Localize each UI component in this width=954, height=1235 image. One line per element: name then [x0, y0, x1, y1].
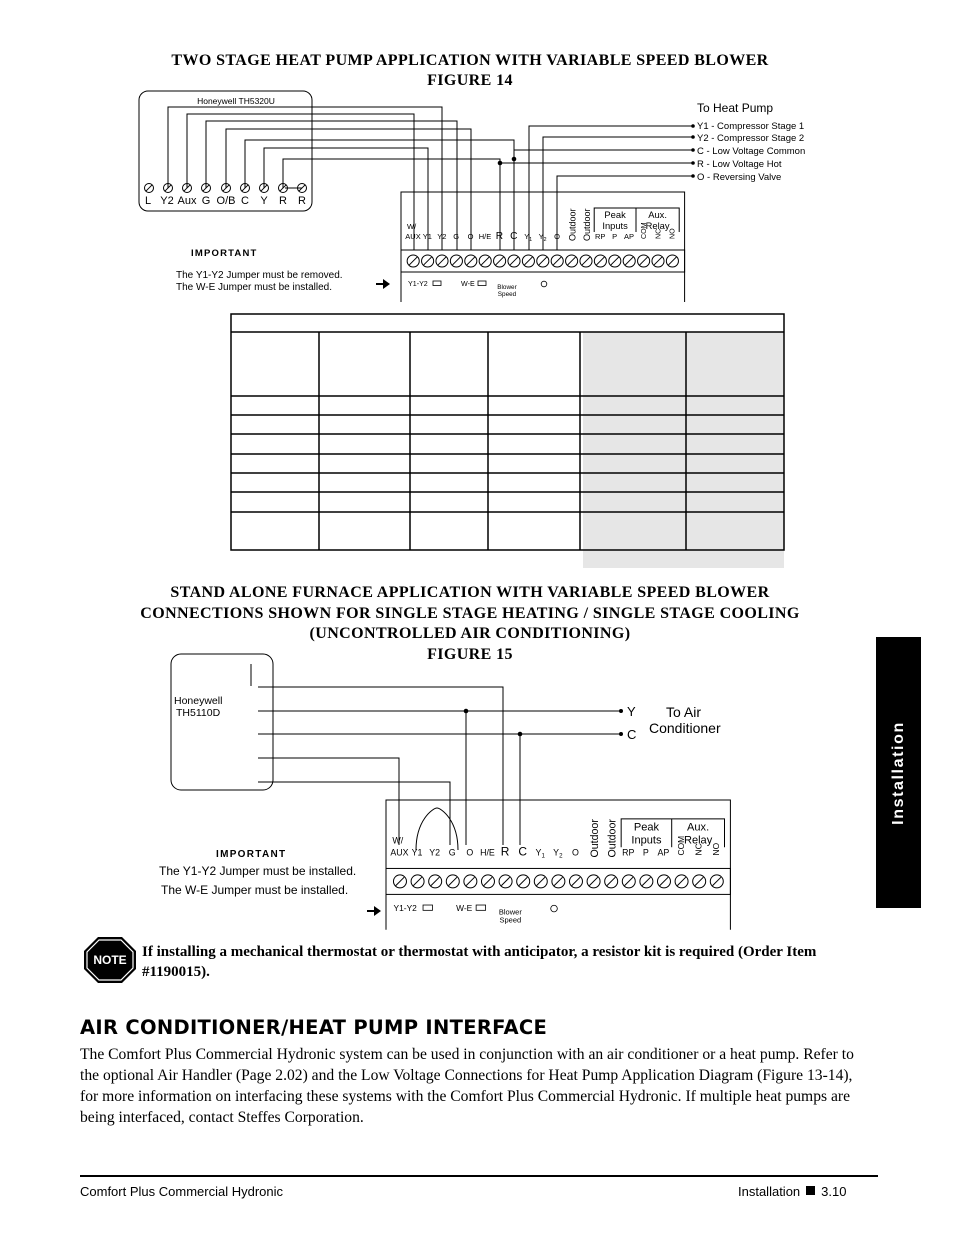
side-tab [876, 637, 921, 908]
aux-relay-label: Relay [683, 834, 713, 847]
terminal-screw [494, 255, 506, 267]
fig14-thermostat-terminal: L [144, 195, 152, 207]
board-terminal-label: Y2 [429, 847, 441, 858]
board-terminal-label: R [500, 844, 510, 859]
board-terminal-label: Y2 [437, 232, 447, 241]
terminal-screw [464, 875, 477, 888]
terminal-screw [569, 875, 582, 888]
board-terminal-label: COM [639, 222, 648, 239]
board-terminal-label: H/E [480, 847, 495, 858]
aux-relay-label: Relay [645, 221, 670, 231]
board-terminal-label: P [642, 847, 649, 858]
fig15-important: IMPORTANT [216, 849, 287, 860]
board-outdoor-label: Outdoor [588, 819, 601, 858]
terminal-screw [710, 875, 723, 888]
footer-rule [80, 1175, 878, 1177]
ac-terminal-y: Y [627, 704, 636, 719]
fig15-to-ac-2: Conditioner [649, 720, 721, 736]
fig14-note-2: The W-E Jumper must be installed. [176, 282, 332, 293]
fig15-note-1: The Y1-Y2 Jumper must be installed. [159, 864, 357, 878]
jumper-we-label: W-E [461, 280, 475, 288]
footer-page-number: 3.10 [821, 1184, 847, 1199]
board-terminal-label: $Y_1$ [535, 847, 545, 860]
board-terminal-label: H/E [478, 232, 492, 241]
fig15-heading-1: STAND ALONE FURNACE APPLICATION WITH VARIABLE SPEED BLOWER [170, 584, 770, 601]
board-terminal-label: COM [675, 835, 686, 856]
footer-title: Comfort Plus Commercial Hydronic [80, 1184, 283, 1199]
terminal-screw [551, 255, 563, 267]
svg-text:NOTE: NOTE [93, 953, 127, 967]
board-terminal-label: Y1 [411, 847, 423, 858]
jumper-y1y2-label: Y1-Y2 [393, 902, 417, 913]
fig15-wires [251, 664, 620, 850]
footer-section: Installation [738, 1184, 801, 1199]
board-terminal-label: RP [594, 232, 606, 241]
fig14-thermostat-terminal: R [298, 195, 306, 207]
board-terminal-label: $Y_2$ [553, 847, 563, 860]
aux-relay-label: Aux. [648, 210, 667, 220]
fig15-to-ac-1: To Air [666, 704, 702, 720]
board-outdoor-label: Outdoor [567, 208, 578, 241]
fig14-thermostat-terminal: G [201, 195, 211, 207]
blower-speed-label: Blower [497, 284, 517, 291]
terminal-screw [517, 875, 530, 888]
board-terminal-label: AP [623, 232, 635, 241]
board-terminal-label: RP [622, 847, 635, 858]
hp-label-y2: Y2 - Compressor Stage 2 [697, 133, 805, 144]
board-terminal-label: AUX [405, 232, 421, 241]
jumper-we-icon [476, 905, 485, 910]
fig14-thermostat-terminal: O/B [216, 195, 236, 207]
fig14-thermostat-terminal: Aux [177, 195, 197, 207]
fig14-arrow-icon [376, 279, 390, 289]
board-terminal-label: O [466, 847, 474, 858]
fig15-thermostat [171, 654, 273, 790]
terminal-screw [481, 875, 494, 888]
terminal-screw [537, 255, 549, 267]
jumper-y1y2-label: Y1-Y2 [408, 280, 428, 288]
blower-speed-label: Blower [498, 907, 522, 917]
board-outdoor-label: Outdoor [581, 208, 592, 241]
side-tab-label: Installation [889, 720, 907, 825]
fig14-thermostat-terminal: R [279, 195, 287, 207]
fig15-model-2: TH5110D [176, 707, 221, 719]
terminal-screw [407, 255, 419, 267]
board-terminal-label: G [453, 232, 460, 241]
board-terminal-label: O [571, 847, 579, 858]
terminal-screw [580, 255, 592, 267]
fig14-note-1: The Y1-Y2 Jumper must be removed. [176, 270, 343, 281]
terminal-screw [508, 255, 520, 267]
fig15-arrow-icon [367, 906, 381, 916]
terminal-screw [522, 255, 534, 267]
terminal-screw [436, 255, 448, 267]
blower-speed-label: Speed [499, 915, 522, 925]
blower-speed-led [541, 281, 547, 287]
blower-speed-led [551, 905, 558, 912]
terminal-screw [652, 255, 664, 267]
wiring-table [231, 314, 784, 568]
note-text: If installing a mechanical thermostat or thermostat with anticipator, a resistor kit is required (Order Item #1190015). [142, 944, 817, 980]
fig15-model-1: Honeywell [174, 695, 223, 707]
jumper-we-label: W-E [456, 902, 473, 913]
board-terminal-label: NC [654, 228, 663, 239]
board-w-label: W/ [392, 835, 404, 846]
board-terminal-label: AUX [390, 847, 409, 858]
terminal-screw [552, 875, 565, 888]
blower-speed-label: Speed [497, 291, 517, 298]
hp-label-r: R - Low Voltage Hot [697, 159, 782, 170]
board-terminal-label: Y1 [422, 232, 432, 241]
fig15-heading-2: CONNECTIONS SHOWN FOR SINGLE STAGE HEATING / SINGLE STAGE COOLING [140, 605, 800, 622]
board-terminal-label: O [554, 232, 560, 241]
terminal-screw [587, 875, 600, 888]
fig14-thermostat-terminal: Y2 [160, 195, 174, 207]
terminal-screw [675, 875, 688, 888]
terminal-screw [638, 255, 650, 267]
fig14-thermostat-model: Honeywell TH5320U [197, 96, 275, 106]
ac-terminal-c: C [627, 727, 637, 742]
terminal-screw [393, 875, 406, 888]
jumper-y1y2-icon [433, 281, 441, 286]
board-terminal-label: C [518, 844, 527, 859]
section-title: AIR CONDITIONER/HEAT PUMP INTERFACE [80, 1016, 548, 1039]
terminal-screw [411, 875, 424, 888]
board-terminal-label: NO [711, 842, 722, 856]
hp-label-y1: Y1 - Compressor Stage 1 [697, 121, 805, 132]
board-terminal-label: $Y_2$ [538, 232, 547, 243]
board-terminal-label: $Y_1$ [524, 232, 533, 243]
fig14-heading: TWO STAGE HEAT PUMP APPLICATION WITH VARIABLE SPEED BLOWER [171, 52, 769, 69]
terminal-screw [429, 875, 442, 888]
fig14-thermostat-terminal: C [241, 195, 249, 207]
peak-inputs-label: Peak [604, 210, 626, 220]
fig14-to-heat-pump: To Heat Pump [697, 101, 774, 115]
terminal-screw [566, 255, 578, 267]
hp-label-o: O - Reversing Valve [697, 172, 782, 183]
board-terminal-label: NC [693, 843, 704, 856]
peak-inputs-label: Inputs [602, 221, 628, 231]
terminal-screw [623, 255, 635, 267]
board-terminal-label: R [495, 231, 504, 242]
square-bullet-icon [806, 1186, 815, 1195]
fig15-note-2: The W-E Jumper must be installed. [161, 883, 349, 897]
fig15-heading-3: (UNCONTROLLED AIR CONDITIONING) [309, 625, 631, 642]
jumper-we-icon [478, 281, 486, 286]
board-terminal-label: C [510, 231, 518, 242]
terminal-screw [499, 875, 512, 888]
terminal-screw [534, 875, 547, 888]
fig14-important: IMPORTANT [191, 248, 258, 259]
terminal-screw [605, 875, 618, 888]
board-terminal-label: NO [668, 228, 677, 239]
terminal-screw [640, 875, 653, 888]
board-w-label: W/ [407, 222, 417, 231]
terminal-screw [666, 255, 678, 267]
footer-page [738, 1184, 846, 1199]
board-outdoor-label: Outdoor [606, 819, 619, 858]
terminal-screw [609, 255, 621, 267]
hp-label-c: C - Low Voltage Common [697, 146, 806, 157]
terminal-screw [622, 875, 635, 888]
board-terminal-label: G [448, 847, 456, 858]
terminal-screw [594, 255, 606, 267]
jumper-y1y2-icon [423, 905, 432, 910]
terminal-screw [422, 255, 434, 267]
terminal-screw [465, 255, 477, 267]
fig15-figure-label: FIGURE 15 [427, 646, 513, 663]
terminal-screw [479, 255, 491, 267]
note-icon [84, 937, 136, 983]
fig14-thermostat-terminal: Y [260, 195, 268, 207]
terminal-screw [450, 255, 462, 267]
terminal-screw [446, 875, 459, 888]
terminal-screw [693, 875, 706, 888]
aux-relay-label: Aux. [687, 821, 710, 834]
section-body: The Comfort Plus Commercial Hydronic system can be used in conjunction with an air conditioner or a heat pump. Refer to the optional Air Handler (Page 2.02) and the Low Voltage Connections for Heat Pump Application Diagram (Figure 13-14), for more information on interfacing these systems with the Comfort Plus Commercial Hydronic. If multiple heat pumps are being interfaced, contact Steffes Corporation. [80, 1046, 854, 1126]
peak-inputs-label: Peak [633, 821, 660, 834]
fig14-figure-label: FIGURE 14 [427, 72, 513, 89]
fig15-control-board [386, 800, 730, 930]
peak-inputs-label: Inputs [631, 834, 662, 847]
terminal-screw [657, 875, 670, 888]
board-terminal-label: P [612, 232, 618, 241]
board-terminal-label: AP [657, 847, 670, 858]
board-terminal-label: O [467, 232, 474, 241]
